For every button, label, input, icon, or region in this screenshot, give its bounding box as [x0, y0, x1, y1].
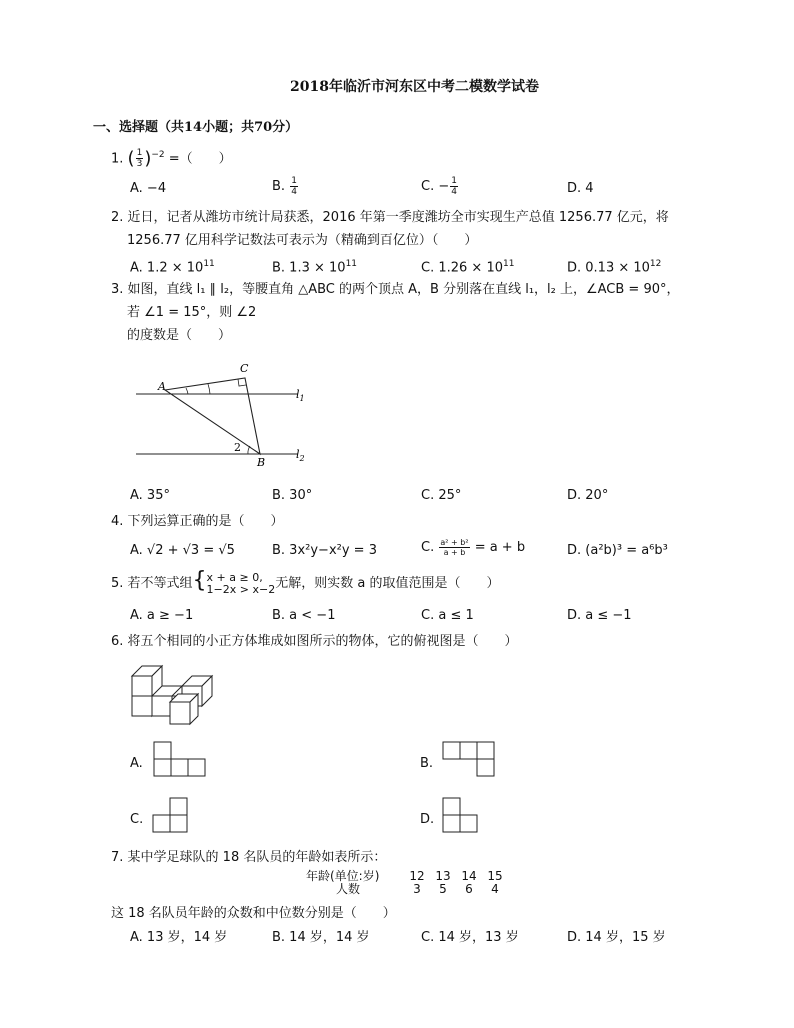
cube-stack-figure [128, 660, 228, 728]
q5-option-a[interactable]: A. a ≥ −1 [130, 608, 194, 623]
table-cell: 3 [413, 882, 421, 896]
question-2-line2: 1256.77 亿用科学记数法可表示为（精确到百亿位）（ ） [127, 233, 478, 248]
line-l1-label: $l_1$ [296, 388, 305, 403]
table-cell: 14 [461, 869, 477, 883]
table-cell: 12 [409, 869, 425, 883]
inequality-system [207, 572, 276, 596]
q2-option-a[interactable] [130, 255, 215, 277]
q6-option-d[interactable]: D. [420, 812, 435, 827]
row-label-age: 年龄(单位:岁) [306, 869, 380, 883]
fraction-denominator: a + b [443, 548, 466, 557]
question-4-stem: 4. 下列运算正确的是（ ） [111, 514, 284, 529]
table-cell: 5 [439, 882, 447, 896]
fraction-denominator: 4 [451, 187, 457, 197]
fraction-numerator: 1 [136, 148, 143, 159]
q7-option-a[interactable]: A. 13 岁，14 岁 [130, 930, 228, 945]
table-cell: 13 [435, 869, 451, 883]
question-7-stem: 7. 某中学足球队的 18 名队员的年龄如表所示： [111, 850, 387, 865]
fraction-numerator: 1 [291, 176, 297, 186]
q3-option-a[interactable]: A. 35° [130, 488, 170, 503]
section-heading: 一、选择题（共14小题；共70分） [93, 120, 299, 135]
q4-option-c[interactable] [421, 538, 525, 557]
fraction-numerator: 1 [451, 176, 457, 186]
angle-2-arc [248, 446, 250, 454]
option-text: C. 1.26 × 10 [421, 260, 503, 276]
option-label: C. [421, 540, 435, 555]
q2-option-d[interactable] [567, 255, 661, 277]
option-text: B. 1.3 × 10 [272, 260, 346, 276]
question-7-question: 这 18 名队员年龄的众数和中位数分别是（ ） [111, 906, 396, 921]
q6-option-b-view[interactable] [441, 740, 499, 778]
q1-option-b[interactable] [272, 176, 299, 197]
option-label: B. [272, 179, 286, 194]
question-3-line3: 的度数是（ ） [127, 328, 232, 343]
q6-option-a[interactable]: A. [130, 756, 143, 771]
q4-option-b[interactable]: B. 3x²y−x²y = 3 [272, 543, 377, 558]
fraction-denominator: 3 [136, 159, 143, 170]
q2-option-b[interactable] [272, 255, 357, 277]
q1-option-a[interactable]: A. −4 [130, 181, 167, 196]
angle-1-arc [186, 388, 188, 394]
vertex-a-label: A [158, 380, 166, 393]
vertex-c-label: C [240, 362, 249, 375]
question-1-stem: 1. ( $\frac{1}{3}$ )$^{-2}$ =（ ） [111, 147, 232, 170]
triangle-figure [128, 358, 328, 470]
q6-option-c[interactable]: C. [130, 812, 144, 827]
fraction-denominator: 4 [291, 187, 297, 197]
table-cell: 15 [487, 869, 503, 883]
exponent: 11 [503, 259, 515, 269]
q4-option-d[interactable]: D. (a²b)³ = a⁶b³ [567, 543, 668, 558]
question-6-stem: 6. 将五个相同的小正方体堆成如图所示的物体，它的俯视图是（ ） [111, 634, 518, 649]
q3-option-c[interactable]: C. 25° [421, 488, 462, 503]
option-rest: = a + b [474, 540, 526, 555]
exponent: −2 [151, 150, 165, 160]
exponent: 12 [649, 259, 662, 269]
exponent: 11 [345, 259, 358, 269]
q3-option-d[interactable]: D. 20° [567, 488, 609, 503]
q7-option-d[interactable]: D. 14 岁，15 岁 [567, 930, 666, 945]
q5-option-d[interactable]: D. a ≤ −1 [567, 608, 632, 623]
fraction-numerator: a² + b² [440, 538, 469, 547]
inequality-2: 1−2x > x−2 [206, 582, 276, 596]
q5-option-b[interactable]: B. a < −1 [272, 608, 336, 623]
page-title: 2018年临沂市河东区中考二模数学试卷 [290, 79, 539, 95]
q4-option-a[interactable]: A. √2 + √3 = √5 [130, 543, 235, 558]
inequality-1: x + a ≥ 0, [206, 570, 263, 584]
age-table [306, 870, 508, 896]
q5-option-c[interactable]: C. a ≤ 1 [421, 608, 474, 623]
q7-option-b[interactable]: B. 14 岁，14 岁 [272, 930, 370, 945]
question-3-line1: 3. 如图，直线 l₁ ∥ l₂，等腰直角 △ABC 的两个顶点 A，B 分别落在直线 l₁，l₂ 上，∠ACB = 90°， [111, 282, 680, 297]
option-text: A. 1.2 × 10 [130, 260, 204, 276]
question-number: 1. [111, 151, 124, 167]
right-angle-mark [238, 379, 246, 386]
question-2-line1: 2. 近日，记者从潍坊市统计局获悉，2016 年第一季度潍坊全市实现生产总值 1256.77 亿元，将 [111, 210, 669, 225]
q6-option-a-view[interactable] [152, 740, 210, 778]
row-label-count: 人数 [336, 882, 361, 896]
vertex-b-label: B [257, 456, 266, 469]
exponent: 11 [203, 259, 215, 269]
q6-option-d-view[interactable] [441, 796, 483, 834]
q6-option-b[interactable]: B. [420, 756, 434, 771]
table-row [306, 883, 508, 896]
question-3-line2: 若 ∠1 = 15°，则 ∠2 [127, 305, 257, 320]
triangle-abc [165, 378, 260, 454]
q1-option-d[interactable]: D. 4 [567, 181, 594, 196]
q2-option-c[interactable] [421, 255, 514, 277]
question-tail: =（ ） [168, 151, 232, 167]
option-label: C. − [421, 179, 450, 194]
stem-suffix: 无解，则实数 a 的取值范围是（ ） [275, 576, 500, 591]
table-cell: 6 [465, 882, 473, 896]
q1-option-c[interactable] [421, 176, 459, 197]
line-l2-label: $l_2$ [296, 448, 305, 463]
table-cell: 4 [491, 882, 499, 896]
angle-2-label: 2 [234, 441, 241, 454]
angle-1-arc-outer [208, 384, 210, 394]
option-text: D. 0.13 × 10 [567, 260, 650, 276]
q7-option-c[interactable]: C. 14 岁，13 岁 [421, 930, 519, 945]
question-5-stem: 5. 若不等式组{ x + a ≥ 0, 1−2x > x−2 无解，则实数 a 的取值范围是（ ） [111, 568, 500, 596]
q3-option-b[interactable]: B. 30° [272, 488, 313, 503]
q6-option-c-view[interactable] [151, 796, 193, 834]
stem-prefix: 5. 若不等式组 [111, 576, 193, 591]
